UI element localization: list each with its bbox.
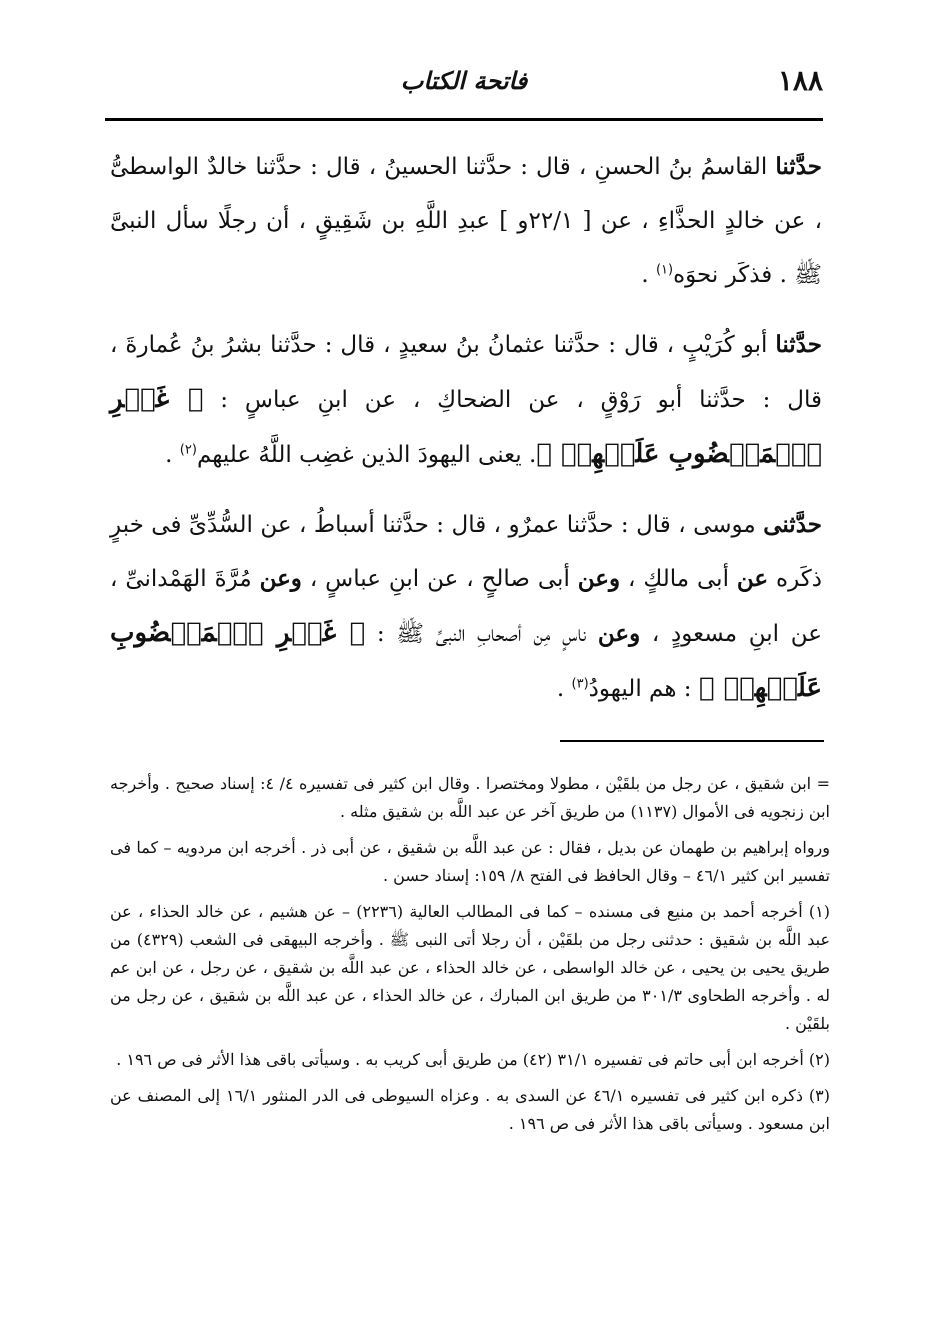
chain-word: وعن: [577, 565, 621, 592]
paragraph-text: ناسٍ مِن أصحابِ النبىِّ ﷺ :: [365, 621, 598, 647]
running-title: فاتحة الكتاب: [400, 66, 528, 95]
paragraph-end: .: [556, 676, 572, 702]
paragraph-end: .: [641, 262, 656, 288]
chain-word: وعن: [597, 620, 641, 647]
footnote-continued: = ابن شقيق ، عن رجل من بلقَيْن ، مطولا ومختصرا . وقال ابن كثير فى تفسيره ٤/ ٤: إسناد صحيح . وأخرجه ابن زنجويه فى الأموال (١١٣٧) من طريق آخر عن عبد اللَّه بن شقيق مثله .: [110, 774, 830, 821]
chain-word: حدَّثنا: [775, 153, 822, 180]
paragraph-1: [110, 140, 822, 302]
paragraph-text: أبى صالحٍ ، عن ابنِ عباسٍ ،: [301, 566, 578, 592]
chain-word: حدَّثنى: [763, 511, 822, 538]
footnotes: [110, 770, 830, 1146]
page-header: [105, 62, 823, 114]
paragraph-end: .: [165, 442, 180, 468]
footnote-ref: (٢): [179, 442, 197, 458]
quran-verse: ﴿ غَيۡرِ ٱلۡمَغۡضُوبِ عَلَيۡهِمۡ ﴾: [110, 618, 822, 703]
main-text: [110, 140, 822, 732]
header-rule: [105, 118, 823, 121]
footnote-2: (٢) أخرجه ابن أبى حاتم فى تفسيره ٣١/١ (٤٢) من طريق أبى كريب به . وسيأتى باقى هذا الأثر فى ص ١٩٦ .: [116, 1050, 830, 1069]
footnote-ref: (٣): [571, 676, 589, 692]
paragraph-text: أبو كُرَيْبٍ ، قال : حدَّثنا عثمانُ بنُ سعيدٍ ، قال : حدَّثنا بشرُ بنُ عُمارةَ ، قال : حدَّثنا أبو رَوْقٍ ، عن الضحاكِ ، عن ابنِ عباسٍ :: [110, 332, 823, 413]
chain-word: وعن: [259, 565, 302, 592]
paragraph-text: أبى مالكٍ ،: [620, 566, 737, 592]
paragraph-text: مُرَّةَ الهَمْدانىِّ ، عن ابنِ مسعودٍ ،: [110, 566, 822, 647]
footnote-1: (١) أخرجه أحمد بن منيع فى مسنده – كما فى المطالب العالية (٢٢٣٦) – عن هشيم ، عن خالد الحذاء ، عن عبد اللَّه بن شقيق : حدثنى رجل من بلقَيْن ، أن رجلا أتى النبى ﷺ . وأخرجه البيهقى فى الشعب (٤٣٢٩) من طريق يحيى بن يحيى ، عن خالد الواسطى ، عن خالد الحذاء ، عن عبد اللَّه بن شقيق ، عن رجل ، عن ابن عم له . وأخرجه الطحاوى ٣٠١/٣ من طريق ابن المبارك ، عن خالد الحذاء ، عن عبد اللَّه بن شقيق ، عن رجل من بلقَيْن .: [110, 902, 831, 1033]
chain-word: عن: [736, 565, 769, 592]
footnote-ref: (١): [655, 262, 674, 278]
paragraph-text-2: . يعنى اليهودَ الذين غضِب اللَّهُ عليهم: [196, 442, 537, 468]
paragraph-text: القاسمُ بنُ الحسنِ ، قال : حدَّثنا الحسينُ ، قال : حدَّثنا خالدٌ الواسطىُّ ، عن خالدٍ الحذَّاءِ ، عن [ ٢٢/١و ] عبدِ اللَّهِ بن شَقِيقٍ ، أن رجلًا سأل النبىَّ ﷺ . فذكَر نحوَه: [110, 154, 822, 288]
footnote-separator: [560, 740, 824, 742]
page-number: ١٨٨: [777, 64, 823, 97]
footnote-continued: ورواه إبراهيم بن طهمان عن بديل ، فقال : عن عبد اللَّه بن شقيق ، عن أبى ذر . أخرجه ابن مردويه – كما فى تفسير ابن كثير ٤٦/١ – وقال الحافظ فى الفتح ٨/ ١٥٩: إسناد حسن .: [110, 838, 830, 885]
footnote-3: (٣) ذكره ابن كثير فى تفسيره ٤٦/١ عن السدى به . وعزاه السيوطى فى الدر المنثور ١٦/١ إلى المصنف عن ابن مسعود . وسيأتى باقى هذا الأثر فى ص ١٩٦ .: [110, 1086, 830, 1133]
paragraph-text-2: : هم اليهودُ: [588, 676, 699, 702]
paragraph-3: [110, 498, 822, 716]
paragraph-text: موسى ، قال : حدَّثنا عمرٌو ، قال : حدَّثنا أسباطُ ، عن السُّدِّىِّ فى خبرٍ ذكَره: [110, 512, 822, 592]
paragraph-2: [110, 318, 822, 482]
chain-word: حدَّثنا: [775, 331, 822, 358]
quran-verse: ﴿ غَيۡرِ ٱلۡمَغۡضُوبِ عَلَيۡهِمۡ ﴾: [110, 384, 822, 469]
